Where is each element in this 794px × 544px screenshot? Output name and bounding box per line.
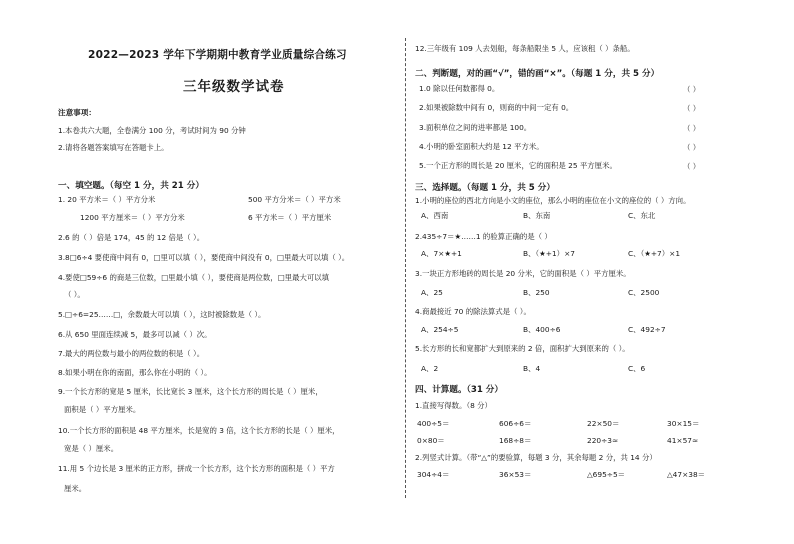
choice-option: C、东北 <box>628 211 656 220</box>
fill-line: 7.最大的两位数与最小的两位数的积是（ ）。 <box>58 349 205 358</box>
choice-question: 1.小明的座位的西北方向是小文的座位，那么小明的座位在小文的座位的（ ）方向。 <box>415 196 691 205</box>
calc-item: 606÷6＝ <box>499 419 532 428</box>
judge-item: 2.如果被除数中间有 0，则商的中间一定有 0。 <box>419 103 574 112</box>
judge-item: 4.小明的卧室面积大约是 12 平方米。 <box>419 142 544 151</box>
choice-question: 4.商最接近 70 的除法算式是（ ）。 <box>415 307 531 316</box>
choice-option: C、492÷7 <box>628 325 666 334</box>
judge-item: 1.0 除以任何数都得 0。 <box>419 84 500 93</box>
calc-item: 0×80＝ <box>417 436 445 445</box>
fill-line: 9.一个长方形的宽是 5 厘米，长比宽长 3 厘米，这个长方形的周长是（ ）厘米， <box>58 387 323 396</box>
calc-item: 36×53＝ <box>499 470 532 479</box>
fill-line: 4.要使□59÷6 的商是三位数，□里最小填（ ），要使商是两位数，□里最大可以填 <box>58 273 330 282</box>
notice-item: 2.请将各题答案填写在答题卡上。 <box>58 143 169 152</box>
calc-item: 41×57≈ <box>667 436 699 445</box>
calc-item: △695÷5＝ <box>587 470 626 479</box>
calc-sub-heading: 1.直接写得数。（8 分） <box>415 401 492 410</box>
answer-paren: （ ） <box>683 124 701 133</box>
fill-line: （ ）。 <box>64 290 85 299</box>
choice-question: 2.435÷7＝★……1 的验算正确的是（ ） <box>415 232 552 241</box>
choice-option: A、254÷5 <box>421 325 459 334</box>
choice-option: C、2500 <box>628 288 660 297</box>
section-calc-heading: 四、计算题。（31 分） <box>415 385 503 395</box>
answer-paren: （ ） <box>683 143 701 152</box>
fill-line: 6.从 650 里面连续减 5，最多可以减（ ）次。 <box>58 330 212 339</box>
choice-question: 3.一块正方形地砖的周长是 20 分米，它的面积是（ ）平方厘米。 <box>415 269 631 278</box>
fill-line: 3.8□6÷4 要使商中间有 0，□里可以填（ ），要使商中间没有 0，□里最大可以填（ ）。 <box>58 253 350 262</box>
fill-line: 11.用 5 个边长是 3 厘米的正方形，拼成一个长方形，这个长方形的面积是（ ）平方 <box>58 464 335 473</box>
notice-heading: 注意事项： <box>58 108 96 117</box>
column-divider <box>405 38 406 498</box>
judge-item: 5.一个正方形的周长是 20 厘米，它的面积是 25 平方厘米。 <box>419 161 617 170</box>
calc-sub-heading: 2.列竖式计算。（带“△”的要验算，每题 3 分，其余每题 2 分，共 14 分） <box>415 453 657 462</box>
notice-item: 1.本卷共六大题，全卷满分 100 分，考试时间为 90 分钟 <box>58 126 246 135</box>
choice-option: B、东南 <box>523 211 551 220</box>
fill-line: 8.如果小明在你的南面，那么你在小明的（ ）。 <box>58 368 212 377</box>
fill-line: 2.6 的（ ）倍是 174，45 的 12 倍是（ ）。 <box>58 233 205 242</box>
calc-item: 30×15＝ <box>667 419 700 428</box>
calc-item: 220÷3≈ <box>587 436 619 445</box>
section-choice-heading: 三、选择题。（每题 1 分，共 5 分） <box>415 183 555 193</box>
exam-subtitle: 三年级数学试卷 <box>183 79 285 95</box>
fill-line: 10.一个长方形的面积是 48 平方厘米，长是宽的 3 倍，这个长方形的长是（ ）厘米， <box>58 426 340 435</box>
fill-line: 1200 平方厘米＝（ ）平方分米 <box>80 213 185 222</box>
calc-item: 400÷5＝ <box>417 419 450 428</box>
calc-item: △47×38＝ <box>667 470 706 479</box>
question-12: 12.三年级有 109 人去划船，每条船限坐 5 人，应该租（ ）条船。 <box>415 44 635 53</box>
choice-option: B、400÷6 <box>523 325 561 334</box>
calc-item: 22×50＝ <box>587 419 620 428</box>
section-fill-heading: 一、填空题。（每空 1 分，共 21 分） <box>58 181 204 191</box>
fill-line: 面积是（ ）平方厘米。 <box>64 405 141 414</box>
calc-item: 168÷8＝ <box>499 436 532 445</box>
choice-option: A、7×★+1 <box>421 249 462 258</box>
fill-line: 厘米。 <box>64 484 87 493</box>
fill-line: 5.□÷6=25……□，余数最大可以填（ ），这时被除数是（ ）。 <box>58 310 266 319</box>
choice-question: 5.长方形的长和宽都扩大到原来的 2 倍，面积扩大到原来的（ ）。 <box>415 344 630 353</box>
fill-line: 宽是（ ）厘米。 <box>64 444 119 453</box>
judge-item: 3.面积单位之间的进率都是 100。 <box>419 123 532 132</box>
choice-option: B、（★+1）×7 <box>523 249 575 258</box>
fill-line: 6 平方米＝（ ）平方厘米 <box>248 213 332 222</box>
choice-option: A、25 <box>421 288 443 297</box>
answer-paren: （ ） <box>683 162 701 171</box>
exam-title: 2022—2023 学年下学期期中教育学业质量综合练习 <box>88 49 347 61</box>
choice-option: C、（★+7）×1 <box>628 249 681 258</box>
section-judge-heading: 二、判断题，对的画“√”，错的画“×”。（每题 1 分，共 5 分） <box>415 69 660 79</box>
answer-paren: （ ） <box>683 104 701 113</box>
fill-line: 500 平方分米＝（ ）平方米 <box>248 195 341 204</box>
choice-option: B、250 <box>523 288 550 297</box>
choice-option: C、6 <box>628 364 646 373</box>
calc-item: 304÷4＝ <box>417 470 450 479</box>
fill-line: 1. 20 平方米＝（ ）平方分米 <box>58 195 156 204</box>
choice-option: B、4 <box>523 364 541 373</box>
choice-option: A、西南 <box>421 211 449 220</box>
answer-paren: （ ） <box>683 85 701 94</box>
choice-option: A、2 <box>421 364 439 373</box>
